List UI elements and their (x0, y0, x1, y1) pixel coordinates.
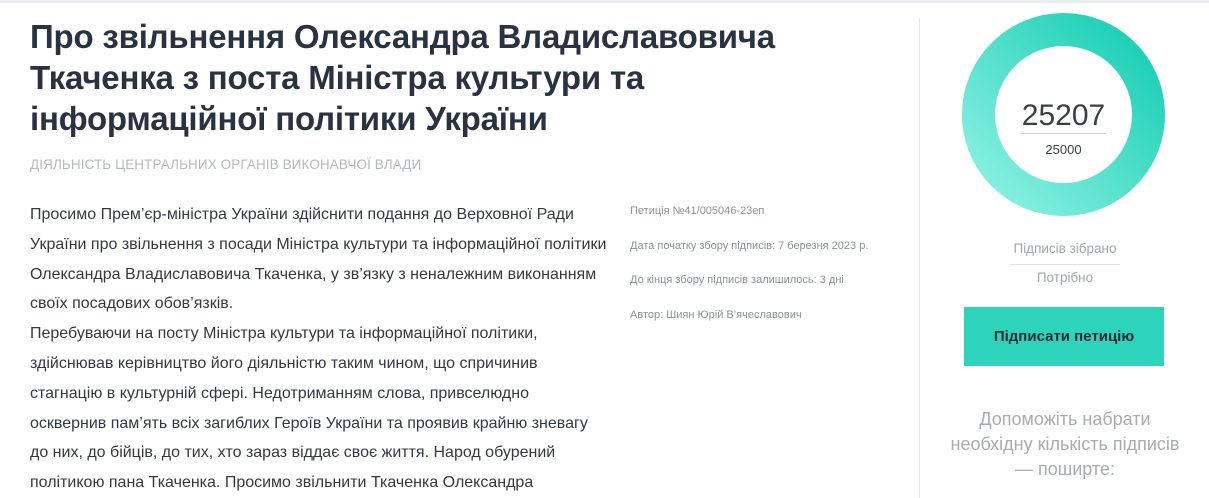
signatures-collected-label: Підписів зібрано (1013, 241, 1117, 256)
body-line: Олександра Владиславовича Ткаченка, у зв’язку з неналежним виконанням (30, 265, 597, 283)
share-line: необхідну кількість підписів (950, 434, 1180, 454)
share-line: Допоможіть набрати (979, 409, 1151, 429)
body-line: до них, до бійців, до тих, хто зараз віддає своє життя. Народ обурений (30, 444, 556, 462)
body-line: України про звільнення з посади Міністра культури та інформаційної політики (30, 235, 607, 253)
signatures-needed-label: Потрібно (1036, 270, 1094, 285)
petition-number: Петиція №41/005046-23еп (630, 205, 765, 217)
body-line: своїх посадових обов’язків. (30, 295, 234, 313)
petition-body (30, 200, 615, 498)
petition-title: Про звільнення Олександра Владиславовича Ткаченка з поста Міністра культури та інформаційної політики України (30, 18, 775, 137)
start-date: Дата початку збору підписів: 7 березня 2023 р. (630, 239, 869, 252)
share-prompt (940, 407, 1190, 482)
body-line: політикою пана Ткаченка. Просимо звільнити Ткаченка Олександра (30, 474, 534, 492)
top-border (0, 0, 1209, 3)
signature-goal: 25000 (1045, 142, 1082, 157)
sign-petition-button[interactable]: Підписати петицію (964, 307, 1164, 366)
signature-count: 25207 (1021, 99, 1106, 132)
petition-author: Автор: Шиян Юрій В’ячеславович (630, 308, 802, 321)
body-line: Просимо Прем’єр-міністра України здійснити подання до Верховної Ради (30, 206, 574, 223)
petition-meta (630, 204, 905, 342)
column-divider (919, 18, 920, 498)
count-separator (1021, 133, 1106, 134)
share-line: — поширте: (1015, 459, 1115, 479)
body-line: здійснював керівництво його діяльністю таким чином, що спричинив (30, 354, 538, 372)
body-line: Перебуваючи на посту Міністра культури та інформаційної політики, (30, 325, 538, 343)
signature-progress-ring (962, 13, 1165, 216)
petition-category[interactable]: ДІЯЛЬНІСТЬ ЦЕНТРАЛЬНИХ ОРГАНІВ ВИКОНАВЧОЇ ВЛАДИ (30, 157, 422, 172)
body-line: осквернив пам’ять всіх загиблих Героїв України та проявив крайню зневагу (30, 414, 588, 432)
time-remaining: До кінця збору підписів залишилось: 3 дні (630, 274, 844, 286)
body-line: стагнацію в культурній сфері. Недотриманням слова, привселюдно (30, 384, 529, 402)
labels-separator (1010, 264, 1120, 265)
